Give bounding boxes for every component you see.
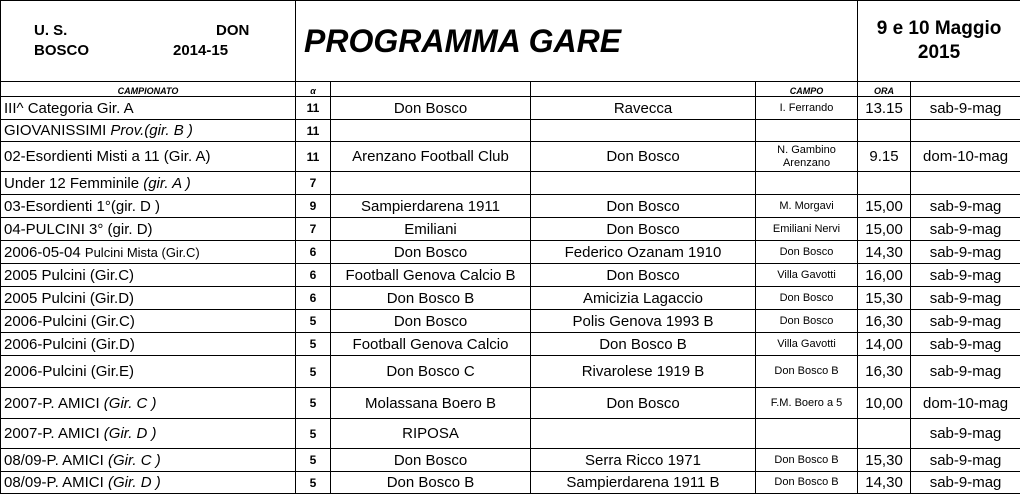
campo-cell bbox=[756, 264, 858, 287]
ora-cell bbox=[858, 195, 911, 218]
col-alpha: α bbox=[296, 82, 331, 97]
away-team-value: Don Bosco bbox=[606, 266, 680, 284]
campionato-name: 03-Esordienti 1°(gir. D ) bbox=[4, 197, 161, 215]
alpha-cell bbox=[296, 142, 331, 172]
campionato-note: (Gir. D ) bbox=[103, 425, 157, 442]
home-team-cell bbox=[331, 449, 531, 472]
alpha-value: 5 bbox=[309, 337, 317, 351]
ora-value: 16,00 bbox=[865, 266, 903, 284]
away-team-cell bbox=[531, 287, 756, 310]
away-team-value: Don Bosco bbox=[606, 394, 680, 412]
col-ora: ORA bbox=[858, 82, 911, 97]
ora-cell bbox=[858, 472, 911, 494]
campo-cell bbox=[756, 388, 858, 419]
alpha-cell bbox=[296, 97, 331, 120]
header-row bbox=[1, 1, 1020, 82]
day-value: sab-9-mag bbox=[929, 451, 1002, 469]
home-team-value: Football Genova Calcio bbox=[352, 335, 509, 353]
campo-cell bbox=[756, 472, 858, 494]
day-value: sab-9-mag bbox=[929, 335, 1002, 353]
away-team-value: Ravecca bbox=[613, 99, 673, 117]
club-name bbox=[4, 21, 292, 61]
campo-value: N. Gambino bbox=[777, 143, 836, 156]
campionato-cell bbox=[1, 472, 296, 494]
campo-value: Don Bosco B bbox=[774, 365, 839, 377]
campo-cell bbox=[756, 241, 858, 264]
campionato-name: 02-Esordienti Misti a 11 (Gir. A) bbox=[4, 148, 211, 165]
alpha-cell bbox=[296, 472, 331, 494]
away-team-value: Sampierdarena 1911 B bbox=[566, 474, 720, 491]
table-row bbox=[1, 218, 1020, 241]
table-row bbox=[1, 241, 1020, 264]
home-team-cell bbox=[331, 97, 531, 120]
ora-value: 14,00 bbox=[865, 335, 903, 353]
away-team-cell bbox=[531, 419, 756, 449]
alpha-value: 7 bbox=[309, 176, 317, 190]
alpha-value: 6 bbox=[309, 291, 317, 305]
home-team-cell bbox=[331, 333, 531, 356]
day-cell bbox=[911, 120, 1020, 142]
home-team-value: Don Bosco B bbox=[386, 289, 475, 307]
ora-cell bbox=[858, 97, 911, 120]
home-team-cell bbox=[331, 472, 531, 494]
campionato-name: 2006-05-04 bbox=[4, 243, 85, 261]
alpha-value: 11 bbox=[306, 101, 320, 115]
home-team-value: Don Bosco bbox=[393, 451, 468, 469]
ora-cell bbox=[858, 333, 911, 356]
away-team-cell bbox=[531, 310, 756, 333]
home-team-cell bbox=[331, 356, 531, 388]
campionato-name: GIOVANISSIMI bbox=[4, 122, 111, 139]
campionato-name: 2007-P. AMICI bbox=[4, 425, 104, 442]
home-team-value: Arenzano Football Club bbox=[352, 148, 509, 165]
alpha-value: 11 bbox=[306, 123, 320, 138]
campionato-note: (Gir. D ) bbox=[107, 474, 161, 491]
day-value: sab-9-mag bbox=[929, 220, 1002, 238]
away-team-value: Don Bosco bbox=[606, 220, 680, 238]
campo-cell bbox=[756, 333, 858, 356]
alpha-value: 5 bbox=[309, 364, 317, 379]
campo-cell bbox=[756, 419, 858, 449]
campionato-cell bbox=[1, 97, 296, 120]
away-team-value: Don Bosco bbox=[606, 197, 680, 215]
day-cell bbox=[911, 287, 1020, 310]
alpha-value: 11 bbox=[306, 149, 320, 164]
ora-value: 9.15 bbox=[869, 148, 899, 165]
away-team-cell bbox=[531, 142, 756, 172]
campo-value: Don Bosco B bbox=[774, 476, 839, 488]
campionato-cell bbox=[1, 419, 296, 449]
ora-cell bbox=[858, 142, 911, 172]
alpha-value: 7 bbox=[309, 222, 317, 236]
day-value: dom-10-mag bbox=[923, 148, 1009, 165]
ora-cell bbox=[858, 264, 911, 287]
campionato-cell bbox=[1, 356, 296, 388]
day-value: sab-9-mag bbox=[929, 363, 1002, 380]
alpha-cell bbox=[296, 241, 331, 264]
ora-value: 14,30 bbox=[865, 243, 903, 261]
campionato-name: 2006-Pulcini (Gir.E) bbox=[4, 363, 135, 380]
day-value: sab-9-mag bbox=[929, 474, 1002, 491]
campionato-cell bbox=[1, 449, 296, 472]
day-cell bbox=[911, 97, 1020, 120]
away-team-cell bbox=[531, 449, 756, 472]
ora-value: 15,30 bbox=[865, 289, 903, 307]
campionato-cell bbox=[1, 218, 296, 241]
away-team-cell bbox=[531, 120, 756, 142]
alpha-cell bbox=[296, 388, 331, 419]
campo-value: Don Bosco bbox=[779, 314, 834, 327]
alpha-cell bbox=[296, 333, 331, 356]
home-team-cell bbox=[331, 172, 531, 195]
alpha-cell bbox=[296, 287, 331, 310]
away-team-value: Don Bosco bbox=[606, 148, 680, 165]
home-team-cell bbox=[331, 388, 531, 419]
day-value: sab-9-mag bbox=[929, 266, 1002, 284]
campionato-name: III^ Categoria Gir. A bbox=[4, 99, 134, 117]
day-cell bbox=[911, 310, 1020, 333]
ora-cell bbox=[858, 120, 911, 142]
away-team-cell bbox=[531, 388, 756, 419]
home-team-value: Don Bosco C bbox=[386, 363, 475, 380]
col-day bbox=[911, 82, 1020, 97]
campo-value-line2: Arenzano bbox=[782, 156, 831, 169]
ora-value: 13.15 bbox=[865, 99, 903, 117]
away-team-value: Rivarolese 1919 B bbox=[581, 363, 705, 380]
club-cell bbox=[1, 1, 296, 82]
campionato-name: 2005 Pulcini (Gir.C) bbox=[4, 266, 135, 284]
away-team-cell bbox=[531, 241, 756, 264]
campionato-note: Prov.(gir. B ) bbox=[110, 122, 193, 139]
table-row bbox=[1, 287, 1020, 310]
alpha-value: 5 bbox=[309, 475, 317, 490]
campo-cell bbox=[756, 97, 858, 120]
campo-value: Don Bosco bbox=[779, 245, 834, 258]
campo-value: Villa Gavotti bbox=[777, 268, 836, 281]
day-value: sab-9-mag bbox=[929, 243, 1002, 261]
day-cell bbox=[911, 449, 1020, 472]
campionato-cell bbox=[1, 142, 296, 172]
table-row bbox=[1, 120, 1020, 142]
campo-cell bbox=[756, 120, 858, 142]
campo-value: Don Bosco bbox=[779, 291, 834, 304]
day-cell bbox=[911, 142, 1020, 172]
away-team-cell bbox=[531, 333, 756, 356]
ora-cell bbox=[858, 419, 911, 449]
campo-value: F.M. Boero a 5 bbox=[770, 396, 843, 409]
table-row bbox=[1, 142, 1020, 172]
campionato-name: 2007-P. AMICI bbox=[4, 394, 104, 412]
season: 2014-15 bbox=[173, 42, 229, 59]
day-cell bbox=[911, 195, 1020, 218]
home-team-cell bbox=[331, 142, 531, 172]
col-away bbox=[531, 82, 756, 97]
home-team-value: Don Bosco bbox=[393, 99, 468, 117]
home-team-value: Sampierdarena 1911 bbox=[361, 197, 500, 215]
club-line1-right: DON bbox=[216, 22, 250, 39]
table-row bbox=[1, 356, 1020, 388]
alpha-cell bbox=[296, 310, 331, 333]
away-team-value: Polis Genova 1993 B bbox=[572, 312, 714, 330]
ora-value: 15,30 bbox=[865, 451, 903, 469]
campionato-name: Under 12 Femminile bbox=[4, 174, 144, 192]
campionato-cell bbox=[1, 120, 296, 142]
day-value: dom-10-mag bbox=[923, 394, 1009, 412]
campionato-cell bbox=[1, 172, 296, 195]
day-value: sab-9-mag bbox=[929, 312, 1002, 330]
table-row bbox=[1, 264, 1020, 287]
alpha-cell bbox=[296, 172, 331, 195]
campionato-note: (gir. A ) bbox=[143, 174, 191, 192]
campionato-name: 2005 Pulcini (Gir.D) bbox=[4, 289, 135, 307]
campionato-note: (Gir. C ) bbox=[107, 451, 161, 469]
away-team-value: Don Bosco B bbox=[599, 335, 687, 353]
home-team-cell bbox=[331, 241, 531, 264]
campo-cell bbox=[756, 287, 858, 310]
campo-cell bbox=[756, 218, 858, 241]
campo-value: Emiliani Nervi bbox=[772, 222, 841, 235]
campo-cell bbox=[756, 310, 858, 333]
club-line2-left: BOSCO bbox=[34, 42, 90, 59]
ora-cell bbox=[858, 388, 911, 419]
table-row bbox=[1, 172, 1020, 195]
alpha-value: 6 bbox=[309, 268, 317, 282]
day-cell bbox=[911, 472, 1020, 494]
campo-value: I. Ferrando bbox=[779, 101, 834, 114]
col-campo: CAMPO bbox=[756, 82, 858, 97]
alpha-value: 6 bbox=[309, 245, 317, 259]
home-team-value: Don Bosco B bbox=[386, 474, 475, 491]
home-team-value: Football Genova Calcio B bbox=[345, 266, 516, 284]
campionato-name: 08/09-P. AMICI bbox=[4, 474, 108, 491]
table-row bbox=[1, 333, 1020, 356]
campionato-cell bbox=[1, 333, 296, 356]
campionato-cell bbox=[1, 388, 296, 419]
campionato-cell bbox=[1, 241, 296, 264]
alpha-value: 5 bbox=[309, 426, 317, 441]
col-home bbox=[331, 82, 531, 97]
table-row bbox=[1, 388, 1020, 419]
ora-value: 15,00 bbox=[865, 220, 903, 238]
ora-value: 10,00 bbox=[865, 394, 903, 412]
campo-value: Don Bosco B bbox=[774, 453, 839, 466]
alpha-cell bbox=[296, 419, 331, 449]
alpha-cell bbox=[296, 449, 331, 472]
home-team-cell bbox=[331, 287, 531, 310]
table-row bbox=[1, 449, 1020, 472]
table-row bbox=[1, 195, 1020, 218]
ora-cell bbox=[858, 310, 911, 333]
away-team-cell bbox=[531, 172, 756, 195]
alpha-value: 9 bbox=[309, 199, 317, 213]
club-line1-left: U. S. bbox=[34, 22, 68, 39]
home-team-value: Don Bosco bbox=[393, 312, 468, 330]
date-line2: 2015 bbox=[917, 42, 961, 63]
day-value: sab-9-mag bbox=[929, 197, 1002, 215]
campo-cell bbox=[756, 449, 858, 472]
away-team-cell bbox=[531, 195, 756, 218]
ora-cell bbox=[858, 287, 911, 310]
ora-value: 15,00 bbox=[865, 197, 903, 215]
campo-value: M. Morgavi bbox=[779, 199, 834, 212]
campionato-name: 2006-Pulcini (Gir.C) bbox=[4, 312, 135, 330]
day-cell bbox=[911, 333, 1020, 356]
column-header-row bbox=[1, 82, 1020, 97]
alpha-value: 5 bbox=[309, 396, 317, 410]
away-team-cell bbox=[531, 472, 756, 494]
day-value: sab-9-mag bbox=[929, 425, 1002, 442]
home-team-cell bbox=[331, 120, 531, 142]
home-team-value: Don Bosco bbox=[393, 243, 468, 261]
date-line1: 9 e 10 Maggio bbox=[876, 18, 1002, 39]
col-campionato: CAMPIONATO bbox=[1, 82, 296, 97]
campionato-name: 2006-Pulcini (Gir.D) bbox=[4, 335, 135, 353]
table-row bbox=[1, 472, 1020, 494]
away-team-cell bbox=[531, 218, 756, 241]
home-team-value: Emiliani bbox=[404, 220, 457, 238]
day-cell bbox=[911, 356, 1020, 388]
alpha-cell bbox=[296, 264, 331, 287]
campionato-cell bbox=[1, 195, 296, 218]
day-value: sab-9-mag bbox=[929, 289, 1002, 307]
day-cell bbox=[911, 388, 1020, 419]
ora-cell bbox=[858, 218, 911, 241]
day-cell bbox=[911, 264, 1020, 287]
home-team-cell bbox=[331, 419, 531, 449]
home-team-value: RIPOSA bbox=[402, 425, 459, 442]
ora-cell bbox=[858, 172, 911, 195]
campo-cell bbox=[756, 195, 858, 218]
campo-value: Villa Gavotti bbox=[777, 337, 836, 350]
home-team-cell bbox=[331, 218, 531, 241]
table-row bbox=[1, 310, 1020, 333]
alpha-cell bbox=[296, 218, 331, 241]
home-team-value: Molassana Boero B bbox=[365, 394, 496, 412]
campionato-cell bbox=[1, 264, 296, 287]
away-team-value: Serra Ricco 1971 bbox=[585, 451, 701, 469]
ora-value: 16,30 bbox=[865, 363, 903, 380]
home-team-cell bbox=[331, 195, 531, 218]
home-team-cell bbox=[331, 264, 531, 287]
campionato-note: Pulcini Mista (Gir.C) bbox=[84, 244, 200, 260]
alpha-value: 5 bbox=[309, 453, 317, 467]
campionato-name: 08/09-P. AMICI bbox=[4, 451, 108, 469]
ora-value: 16,30 bbox=[865, 312, 903, 330]
table-row bbox=[1, 419, 1020, 449]
page-title: PROGRAMMA GARE bbox=[296, 1, 858, 82]
alpha-cell bbox=[296, 195, 331, 218]
campionato-cell bbox=[1, 310, 296, 333]
alpha-cell bbox=[296, 356, 331, 388]
away-team-value: Amicizia Lagaccio bbox=[582, 289, 704, 307]
alpha-value: 5 bbox=[309, 314, 317, 328]
campionato-note: (Gir. C ) bbox=[103, 394, 157, 412]
ora-cell bbox=[858, 449, 911, 472]
home-team-cell bbox=[331, 310, 531, 333]
alpha-cell bbox=[296, 120, 331, 142]
away-team-cell bbox=[531, 97, 756, 120]
campionato-name: 04-PULCINI 3° (gir. D) bbox=[4, 220, 153, 238]
ora-cell bbox=[858, 241, 911, 264]
ora-value: 14,30 bbox=[865, 474, 903, 491]
campionato-cell bbox=[1, 287, 296, 310]
away-team-cell bbox=[531, 356, 756, 388]
day-value: sab-9-mag bbox=[929, 99, 1002, 117]
away-team-value: Federico Ozanam 1910 bbox=[564, 243, 722, 261]
day-cell bbox=[911, 218, 1020, 241]
campo-cell bbox=[756, 356, 858, 388]
campo-cell bbox=[756, 142, 858, 172]
ora-cell bbox=[858, 356, 911, 388]
day-cell bbox=[911, 419, 1020, 449]
table-row bbox=[1, 97, 1020, 120]
date-cell bbox=[858, 1, 1020, 82]
day-cell bbox=[911, 241, 1020, 264]
campo-cell bbox=[756, 172, 858, 195]
day-cell bbox=[911, 172, 1020, 195]
away-team-cell bbox=[531, 264, 756, 287]
